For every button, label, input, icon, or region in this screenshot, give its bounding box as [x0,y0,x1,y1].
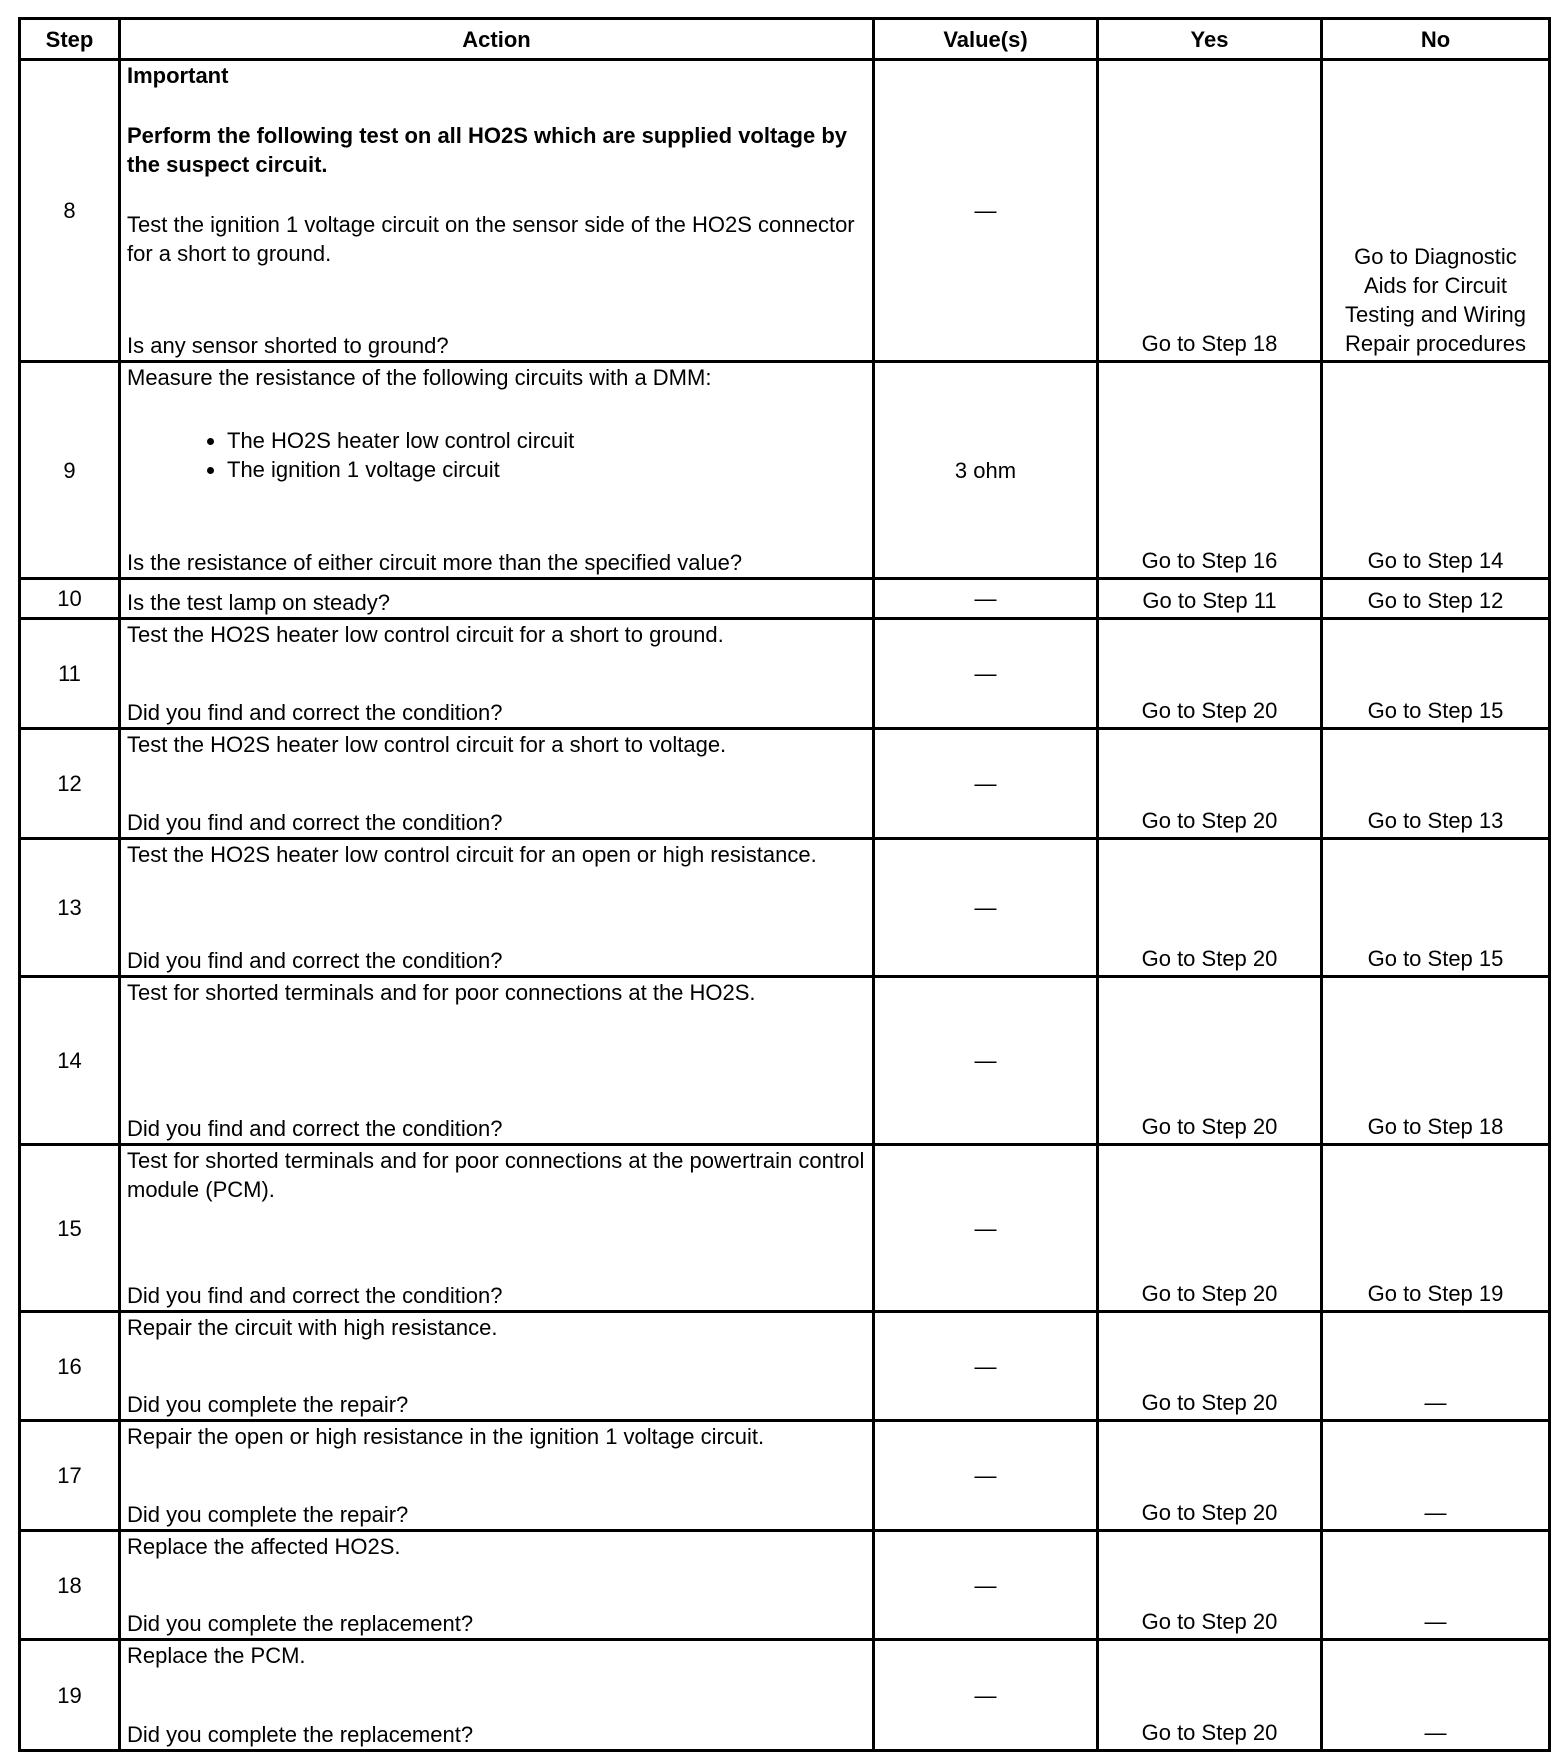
action-cell [120,1145,874,1312]
yes-cell: Go to Step 20 [1098,619,1322,729]
value-cell: — [874,1421,1098,1531]
action-text: Test the HO2S heater low control circuit for a short to voltage. [127,732,727,757]
value-cell: — [874,579,1098,619]
yes-cell: Go to Step 16 [1098,362,1322,579]
action-cell [120,1312,874,1421]
action-question: Did you find and correct the condition? [127,810,503,835]
table-row [20,60,1550,362]
table-row [20,1421,1550,1531]
bullet-item: • The HO2S heater low control circuit [227,426,866,455]
important-label: Important [127,63,229,88]
bullet-list [127,426,866,484]
yes-cell: Go to Step 20 [1098,729,1322,839]
value-cell: — [874,1531,1098,1640]
action-question: Did you complete the repair? [127,1502,409,1527]
important-text: Perform the following test on all HO2S which are supplied voltage by the suspect circuit. [127,123,848,177]
table-row [20,1640,1550,1751]
step-number: 9 [20,362,120,579]
table-row [20,1145,1550,1312]
action-question: Is the test lamp on steady? [127,590,390,615]
action-cell [120,60,874,362]
action-question: Is the resistance of either circuit more than the specified value? [127,550,743,575]
no-cell: Go to Step 14 [1322,362,1550,579]
no-cell: Go to Diagnostic Aids for Circuit Testing and Wiring Repair procedures [1322,60,1550,362]
step-number: 14 [20,977,120,1145]
no-cell: — [1322,1312,1550,1421]
no-cell: — [1322,1640,1550,1751]
value-cell: — [874,839,1098,977]
yes-cell: Go to Step 20 [1098,1531,1322,1640]
no-cell: Go to Step 13 [1322,729,1550,839]
action-text: Test the HO2S heater low control circuit for an open or high resistance. [127,842,817,867]
value-cell: — [874,977,1098,1145]
yes-cell: Go to Step 20 [1098,1640,1322,1751]
action-cell [120,362,874,579]
bullet-item: • The ignition 1 voltage circuit [227,455,866,484]
action-cell [120,839,874,977]
step-number: 8 [20,60,120,362]
step-number: 16 [20,1312,120,1421]
table-row [20,1531,1550,1640]
step-number: 12 [20,729,120,839]
yes-cell: Go to Step 11 [1098,579,1322,619]
value-cell: 3 ohm [874,362,1098,579]
action-cell [120,1640,874,1751]
value-cell: — [874,1145,1098,1312]
table-row [20,362,1550,579]
no-cell: Go to Step 15 [1322,619,1550,729]
value-cell: — [874,60,1098,362]
header-step: Step [20,19,120,60]
no-cell: Go to Step 15 [1322,839,1550,977]
action-question: Did you complete the replacement? [127,1611,474,1636]
table-row [20,977,1550,1145]
step-number: 19 [20,1640,120,1751]
action-question: Did you complete the replacement? [127,1722,474,1747]
action-question: Did you find and correct the condition? [127,948,503,973]
action-text: Repair the open or high resistance in the ignition 1 voltage circuit. [127,1424,765,1449]
action-text: Repair the circuit with high resistance. [127,1315,498,1340]
header-values: Value(s) [874,19,1098,60]
table-row [20,729,1550,839]
value-cell: — [874,1312,1098,1421]
table-row [20,619,1550,729]
action-cell [120,977,874,1145]
step-number: 17 [20,1421,120,1531]
action-question: Did you complete the repair? [127,1392,409,1417]
no-cell: Go to Step 18 [1322,977,1550,1145]
action-question: Is any sensor shorted to ground? [127,333,449,358]
no-cell: Go to Step 12 [1322,579,1550,619]
header-yes: Yes [1098,19,1322,60]
action-cell [120,1421,874,1531]
diagnostic-table [18,17,1551,1752]
yes-cell: Go to Step 20 [1098,1421,1322,1531]
action-cell [120,619,874,729]
yes-cell: Go to Step 20 [1098,977,1322,1145]
yes-cell: Go to Step 20 [1098,1312,1322,1421]
action-cell [120,579,874,619]
action-cell [120,729,874,839]
step-number: 10 [20,579,120,619]
action-question: Did you find and correct the condition? [127,1283,503,1308]
no-cell: — [1322,1421,1550,1531]
action-text: Replace the PCM. [127,1643,306,1668]
table-row [20,579,1550,619]
step-number: 18 [20,1531,120,1640]
action-text: Test the HO2S heater low control circuit for a short to ground. [127,622,724,647]
action-text: Measure the resistance of the following circuits with a DMM: [127,365,712,390]
action-text: Test for shorted terminals and for poor connections at the powertrain control module (PCM). [127,1148,865,1202]
yes-cell: Go to Step 20 [1098,839,1322,977]
step-number: 13 [20,839,120,977]
value-cell: — [874,1640,1098,1751]
header-row [20,19,1550,60]
step-number: 11 [20,619,120,729]
table-row [20,839,1550,977]
step-number: 15 [20,1145,120,1312]
header-action: Action [120,19,874,60]
action-question: Did you find and correct the condition? [127,700,503,725]
value-cell: — [874,729,1098,839]
no-cell: — [1322,1531,1550,1640]
action-text: Replace the affected HO2S. [127,1534,401,1559]
action-cell [120,1531,874,1640]
action-text: Test for shorted terminals and for poor connections at the HO2S. [127,980,756,1005]
no-cell: Go to Step 19 [1322,1145,1550,1312]
yes-cell: Go to Step 18 [1098,60,1322,362]
action-question: Did you find and correct the condition? [127,1116,503,1141]
action-text: Test the ignition 1 voltage circuit on the sensor side of the HO2S connector for a short to ground. [127,212,855,266]
value-cell: — [874,619,1098,729]
table-row [20,1312,1550,1421]
yes-cell: Go to Step 20 [1098,1145,1322,1312]
header-no: No [1322,19,1550,60]
